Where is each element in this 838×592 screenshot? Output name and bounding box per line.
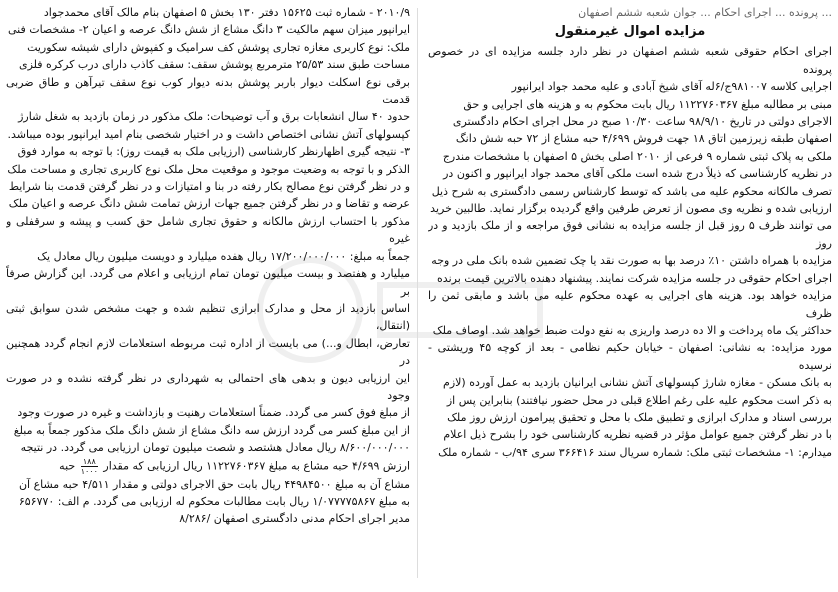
fraction-line-before: ارزش ۴/۶۹۹ حبه مشاع به مبلغ ۱۱۲۲۷۶۰۳۶۷ ریال ارزیابی که مقدار <box>103 459 410 473</box>
text-line: و در نظر گرفتن نوع مصالح بکار رفته در بنا و امتیازات و در نظر گرفتن قدمت بنا شرایط <box>8 180 410 194</box>
text-line: حدود ۴۰ سال انشعابات برق و آب توضیحات: ملک مذکور در زمان بازدید به شغل شارژ <box>18 110 410 124</box>
text-line: جمعاً به مبلغ: ۱۷/۲۰۰/۰۰۰/۰۰۰ ریال هفده میلیارد و دویست میلیون ریال معادل یک <box>37 249 410 263</box>
text-line: به ذکر است محکوم علیه علی رغم اطلاع قبلی در محل حضور نیافتند) بنابراین پس از <box>446 393 832 407</box>
text-line: مورد مزایده: به نشانی: اصفهان - خیابان حکیم نظامی - بعد از کوچه ۴۵ وریشتی - نرسیده <box>428 341 832 372</box>
text-line: اجرای احکام حقوقی در جلسه مزایده شرکت نمایند. پیشنهاد دهنده بالاترین قیمت برنده <box>437 271 832 285</box>
text-line: میلیارد و هفتصد و بیست میلیون تومان تمام ارزیابی و اعلام می گردد. این گزارش صرفاً بر <box>6 267 410 298</box>
text-line: در نظریه کارشناسی که ذیلاً درج شده است ملکی آقای محمد جواد ایرانپور و اکنون در <box>443 167 832 181</box>
text-line: از این مبلغ کسر می گردد ارزش سه دانگ مشاع از شش دانگ ملک مذکور جمعاً به مبلغ <box>13 423 410 437</box>
notice-title: مزایده اموال غیرمنقول <box>554 24 706 40</box>
text-line: الاجرای دولتی در تاریخ ۹۸/۹/۱۰ ساعت ۱۰/۳۰ صبح در محل اجرای احکام دادگستری <box>452 115 832 129</box>
text-line: مزایده خواهد بود. هزینه های اجرایی به عهده محکوم علیه می باشد و مابقی ثمن را ظرف <box>428 289 832 320</box>
text-line: اساس بازدید از محل و مدارک ابرازی تنظیم شده و جهت مشخص شدن سوابق ثبتی (انتقال، <box>6 301 410 333</box>
text-line: ۳- نتیجه گیری اظهارنظر کارشناسی (ارزیابی ملک به قیمت روز): با توجه به موارد فوق <box>17 145 410 159</box>
signature-line: مدیر اجرای احکام مدنی دادگستری اصفهان /۸/۲۸۶ <box>179 512 410 526</box>
text-line: ملک: نوع کاربری مغازه تجاری پوشش کف سرامیک و کفپوش دارای شیشه سکوریت <box>27 40 410 54</box>
top-partial-line: ... پرونده ... اجرای احکام ... جوان شعبه ششم اصفهان <box>578 6 832 19</box>
text-line: اصفهان طبقه زیرزمین اتاق ۱۸ جهت فروش ۴/۶۹۹ حبه مشاع از ۷۲ حبه شش دانگ <box>455 132 832 146</box>
text-line: مشاع آن به مبلغ ۴۴۹۸۴۵۰۰ ریال بابت حق الاجرای دولتی و مقدار ۴/۵۱۱ حبه مشاع آن <box>18 477 410 491</box>
share-fraction <box>81 457 98 476</box>
text-line: مبنی بر مطالبه مبلغ ۱۱۲۲۷۶۰۳۶۷ ریال بابت محکوم به و هزینه های اجرایی و حق <box>463 97 832 111</box>
text-line: تعارض، ابطال و...) می بایست از اداره ثبت مربوطه استعلامات لازم انجام گردد همچنین در <box>6 336 410 368</box>
text-line: ارزیابی شده و نظریه وی مصون از تعرض طرفین واقع گردیده برگزار نماید. طالبین خرید <box>430 202 832 216</box>
text-line: از مبلغ فوق کسر می گردد. ضمناً استعلامات رهنیت و بازداشت و غیره در صورت وجود <box>17 406 410 420</box>
text-line: ۸/۶۰۰/۰۰۰/۰۰۰ ریال معادل هشتصد و شصت میلیون تومان ارزیابی می گردد. در نتیجه <box>20 441 410 455</box>
text-line: به مبلغ ۱/۰۷۷۷۷۵۸۶۷ ریال بابت مطالبات محکوم له ارزیابی می گردد. م الف: ۶۵۶۷۷۰ <box>18 494 410 508</box>
text-line: به بانک مسکن - مغازه شارژ کپسولهای آتش نشانی ایرانیان بازدید به عمل آورده (لازم <box>443 376 832 390</box>
text-line: برقی نوع اسکلت دیوار باربر پوشش بدنه دیوار کوب نوع سقف تیرآهن و طاق ضربی قدمت <box>6 75 410 107</box>
text-line: با در نظر گرفتن جمیع عوامل مؤثر در قضیه نظریه کارشناسی خود را بشرح ذیل اعلام <box>443 428 832 442</box>
text-line: مذکور با احتساب ارزش مالکانه و حقوق تجاری شامل حق کسب و پیشه و سرقفلی و غیره <box>6 214 410 246</box>
fraction-numerator: ۱۸۸ <box>81 457 98 467</box>
left-column <box>6 4 410 588</box>
text-line: حداکثر یک ماه پرداخت و الا ده درصد واریزی به نفع دولت ضبط خواهد شد. اوصاف ملک <box>432 323 832 337</box>
text-line: بررسی اسناد و مدارک ابرازی و تطبیق ملک با محل و تحقیق پیرامون ارزش روز ملک <box>447 410 832 424</box>
text-line: مزایده با همراه داشتن ۱۰٪ درصد بها به صورت نقد یا چک تضمین شده بانک ملی در وجه <box>431 254 832 268</box>
text-line: اجرایی کلاسه ۹۸۱۰۰۷ج/۶له آقای شیخ آبادی و علیه محمد جواد ایرانپور <box>511 80 832 94</box>
text-line: ۲۰۱۰/۹ - شماره ثبت ۱۵۶۲۵ دفتر ۱۳۰ بخش ۵ اصفهان بنام مالک آقای محمدجواد <box>43 6 410 19</box>
text-line: ملکی به پلاک ثبتی شماره ۹ فرعی از ۲۰۱۰ اصلی بخش ۵ اصفهان با مشخصات مندرج <box>442 149 832 163</box>
text-line: ایرانپور میزان سهم مالکیت ۳ دانگ مشاع از شش دانگ عرصه و اعیان ۲- مشخصات فنی <box>7 23 410 37</box>
fraction-denominator: ۱۰۰۰ <box>80 466 98 476</box>
text-line: عرضه و تقاضا و در نظر گرفتن جمیع جهات ارزش تمامت شش دانگ عرصه و اعیان ملک <box>8 197 410 211</box>
text-line: میدارم: ۱- مشخصات ثبتی ملک: شماره سریال سند ۳۶۶۴۱۶ سری ۹۴/ب - شماره ملک <box>438 445 832 459</box>
fraction-line <box>6 457 410 476</box>
text-line: الذکر و با توجه به وضعیت موجود و موقعیت محل ملک نوع کاربری تجاری و مساحت ملک <box>7 162 410 176</box>
text-line: تصرف مالکانه محکوم علیه می باشد که توسط کارشناس رسمی دادگستری به شرح ذیل <box>431 184 832 198</box>
text-line: می توانند ظرف ۵ روز قبل از جلسه مزایده به نشانی فوق مراجعه و از ملک بازدید و در روز <box>428 219 832 250</box>
text-line: کپسولهای آتش نشانی اختصاص داشت و در اختیار شخصی بنام امید ایرانپور بوده میباشد. <box>7 127 410 141</box>
column-divider <box>417 8 418 578</box>
text-line: مساحت طبق سند ۲۵/۵۳ مترمربع پوشش سقف: سقف کاذب دارای درب کرکره فلزی <box>18 58 410 72</box>
right-column <box>428 4 832 564</box>
text-line: این ارزیابی دیون و بدهی های احتمالی به شهرداری در نظر گرفته نشده و در صورت وجود <box>6 371 410 402</box>
text-line: اجرای احکام حقوقی شعبه ششم اصفهان در نظر دارد جلسه مزایده ای در خصوص پرونده <box>428 45 832 76</box>
fraction-line-after: حبه <box>59 459 76 473</box>
